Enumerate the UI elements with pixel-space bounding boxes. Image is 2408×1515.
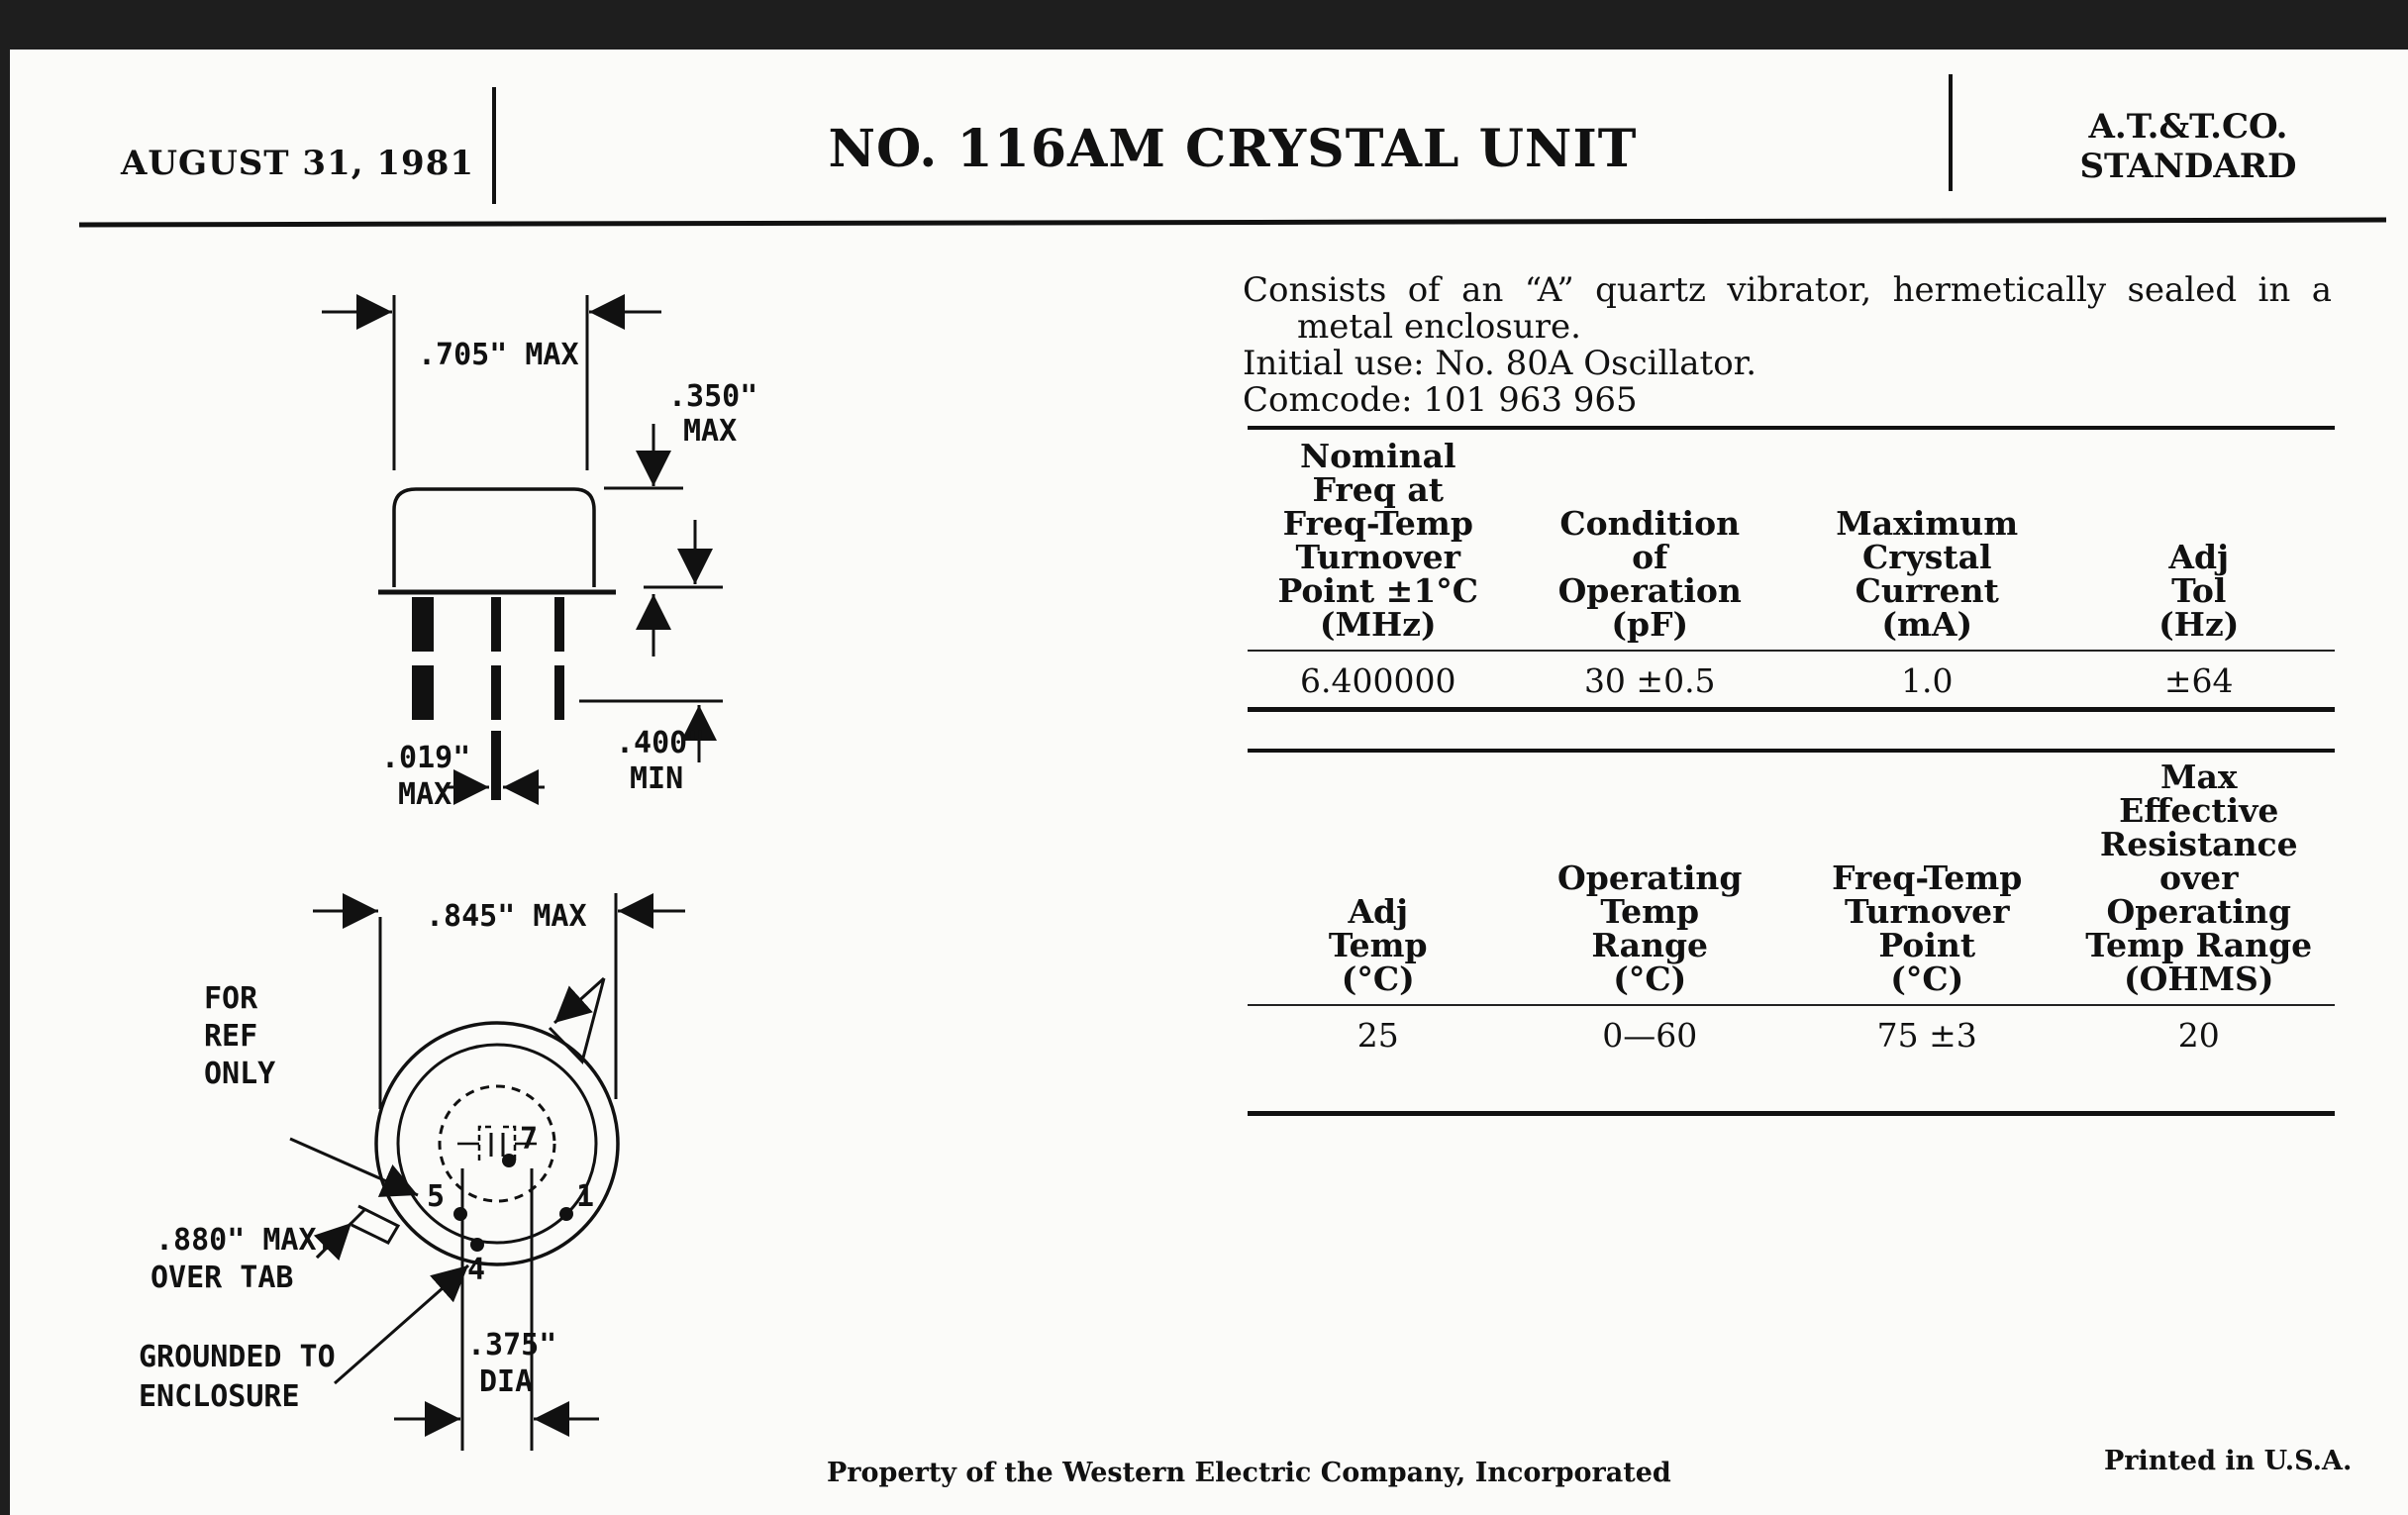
table1-bottom-rule bbox=[1248, 707, 2335, 712]
table1-header-adj-tol: Adj Tol (Hz) bbox=[2062, 440, 2335, 651]
table1-top-rule bbox=[1248, 426, 2335, 430]
standard-line-2: STANDARD bbox=[2079, 147, 2297, 186]
spec-table-1 bbox=[1248, 437, 2335, 706]
dia-label-1: .375" bbox=[467, 1328, 557, 1363]
table2-header-adj-temp: Adj Temp (°C) bbox=[1248, 760, 1509, 1005]
description-line-2: metal enclosure. bbox=[1297, 307, 1581, 347]
ref-label-1: FOR bbox=[204, 981, 258, 1016]
footer-property: Property of the Western Electric Company, Incorporated bbox=[827, 1458, 1671, 1488]
base-outer-circle bbox=[376, 1023, 618, 1264]
dim-height-label-1: .350" bbox=[668, 379, 758, 414]
footer-printed: Printed in U.S.A. bbox=[2104, 1446, 2353, 1476]
document-date: AUGUST 31, 1981 bbox=[121, 144, 475, 183]
pin-5-dot bbox=[453, 1207, 467, 1221]
lead-right-upper bbox=[554, 597, 564, 652]
dim-leadlen-label-1: .400" bbox=[616, 726, 706, 760]
dim-lead-label-1: .019" bbox=[381, 741, 471, 775]
spec-table-2 bbox=[1248, 760, 2335, 1060]
table1-header-condition: Condition of Operation (pF) bbox=[1509, 440, 1791, 651]
table1-value-condition: 30 ±0.5 bbox=[1583, 661, 1716, 700]
ref-label-2: REF bbox=[204, 1019, 258, 1054]
table2-header-op-range: Operating Temp Range (°C) bbox=[1509, 760, 1791, 1005]
table1-value-row bbox=[1248, 651, 2335, 706]
table2-value-adj-temp: 25 bbox=[1356, 1016, 1399, 1055]
dim-width-label: .705" MAX bbox=[418, 338, 579, 372]
ground-leader bbox=[335, 1265, 468, 1383]
lead-left-lower bbox=[412, 665, 434, 720]
lead-center-tail bbox=[491, 731, 501, 800]
comcode: Comcode: 101 963 965 bbox=[1243, 380, 1638, 420]
crystal-unit-drawing bbox=[10, 50, 1000, 1515]
dia-label-2: DIA bbox=[479, 1364, 534, 1399]
table1-header-nominal-freq: Nominal Freq at Freq-Temp Turnover Point ±1°C (MHz) bbox=[1248, 440, 1509, 651]
ground-label-2: ENCLOSURE bbox=[139, 1379, 300, 1414]
pin-5-label: 5 bbox=[427, 1179, 446, 1214]
document-title: NO. 116AM CRYSTAL UNIT bbox=[828, 119, 1638, 179]
pin-1-dot bbox=[559, 1207, 573, 1221]
lead-center-lower bbox=[491, 665, 501, 720]
crystal-body-outline bbox=[394, 489, 594, 587]
pin-4-label: 4 bbox=[467, 1253, 486, 1287]
table2-value-row bbox=[1248, 1005, 2335, 1060]
table2-bottom-rule bbox=[1248, 1111, 2335, 1116]
dim-lead-label-2: MAX bbox=[398, 777, 452, 812]
reference-arrow bbox=[554, 978, 604, 1023]
pin-7-dot bbox=[502, 1154, 516, 1167]
pin-1-label: 1 bbox=[576, 1179, 595, 1214]
table2-value-turnover: 75 ±3 bbox=[1876, 1016, 1977, 1055]
table2-value-op-range: 0—60 bbox=[1602, 1016, 1698, 1055]
base-tab bbox=[351, 1206, 398, 1243]
dim-leadlen-label-2: MIN bbox=[630, 761, 684, 796]
lead-center-upper bbox=[491, 597, 501, 652]
description-line-1: Consists of an “A” quartz vibrator, hermetically sealed in a bbox=[1243, 270, 2332, 310]
pin-7-label: 7 bbox=[520, 1122, 539, 1157]
table1-value-current: 1.0 bbox=[1900, 661, 1954, 700]
table2-header-turnover: Freq-Temp Turnover Point (°C) bbox=[1791, 760, 2063, 1005]
initial-use: Initial use: No. 80A Oscillator. bbox=[1243, 344, 1756, 383]
lead-left-upper bbox=[412, 597, 434, 652]
tab-label-1: .880" MAX. bbox=[155, 1223, 335, 1258]
table2-header-max-resistance: Max Effective Resistance over Operating Temp Range (OHMS) bbox=[2062, 760, 2335, 1005]
pin-4-dot bbox=[470, 1238, 484, 1252]
tab-label-2: OVER TAB bbox=[150, 1261, 294, 1295]
standard-label bbox=[1990, 107, 2386, 186]
table1-value-freq: 6.400000 bbox=[1300, 661, 1456, 700]
description bbox=[1243, 272, 2332, 419]
table2-header-row bbox=[1248, 760, 2335, 1005]
table2-value-resistance: 20 bbox=[2177, 1016, 2220, 1055]
document-card bbox=[10, 50, 2408, 1515]
header-divider-right bbox=[1949, 74, 1953, 191]
ground-label-1: GROUNDED TO bbox=[139, 1340, 336, 1374]
table1-value-tol: ±64 bbox=[2163, 661, 2234, 700]
table1-header-row bbox=[1248, 440, 2335, 651]
dim-height-label-2: MAX bbox=[683, 414, 738, 449]
standard-line-1: A.T.&T.CO. bbox=[2088, 107, 2288, 147]
table1-header-max-current: Maximum Crystal Current (mA) bbox=[1791, 440, 2063, 651]
dim-base-label: .845" MAX bbox=[426, 899, 587, 934]
lead-right-lower bbox=[554, 665, 564, 720]
ref-label-3: ONLY bbox=[204, 1057, 276, 1091]
table2-top-rule bbox=[1248, 749, 2335, 753]
